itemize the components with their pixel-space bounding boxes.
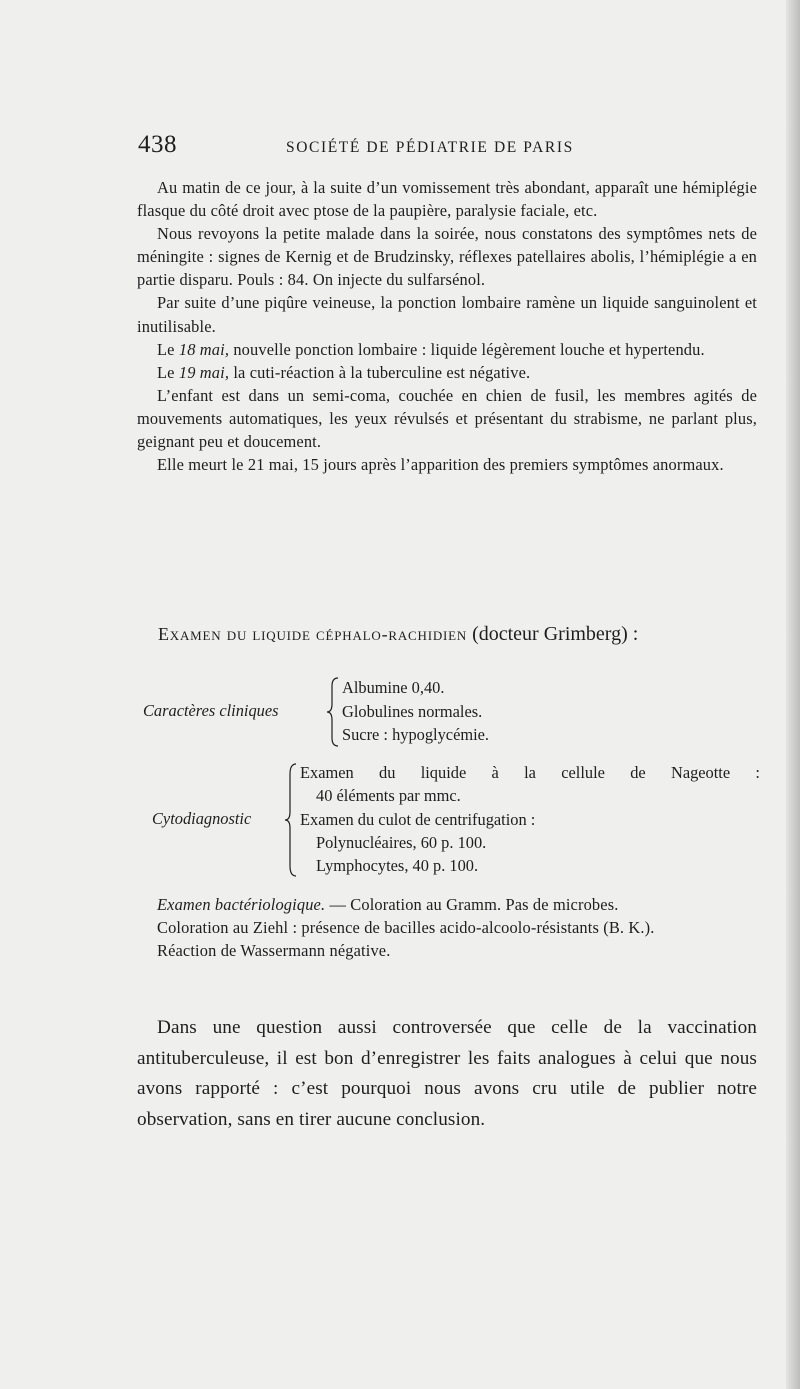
case-narrative [137,176,757,476]
cyto-elements: 40 éléments par mmc. [316,786,461,806]
exam-title-smallcaps: Examen du liquide céphalo-rachidien [158,624,468,644]
page-header [138,130,760,164]
page-edge-shadow [786,0,800,1389]
ziehl-paragraph: Coloration au Ziehl : présence de bacilles acido-alcoolo-résistants (B. K.). [157,918,655,938]
date-19-mai: 19 mai, [178,362,230,382]
paragraph-19-mai [137,361,757,384]
cyto-brace [284,762,298,880]
clinical-list [342,676,489,747]
p5-prefix: Le [157,362,179,382]
cyto-label: Cytodiagnostic [152,809,252,828]
running-head: SOCIÉTÉ DE PÉDIATRIE DE PARIS [286,139,574,156]
paragraph-lumbar-puncture: Par suite d’une piqûre veineuse, la ponction lombaire ramène un liquide sanguinolent et inutilisable. [137,293,757,336]
bacteriology-block [137,893,757,962]
clinical-item: Sucre : hypoglycémie. [342,725,490,744]
cyto-list [300,761,760,877]
cyto-centrifugation: Examen du culot de centrifugation : [300,809,536,829]
paragraph-semi-coma: L’enfant est dans un semi-coma, couchée en chien de fusil, les membres agités de mouvements automatiques, les yeux révulsés et présentant du strabisme, ne parlant plus, geignant peu et doucement. [137,385,757,452]
paragraph-meningitis: Nous revoyons la petite malade dans la soirée, nous constatons des symptômes nets de méningite : signes de Kernig et de Brudzinsky, réflexes patellaires abolis, l’hémiplégie a en partie disparu. Pouls : 84. On injecte du sulfarsénol. [137,224,757,290]
p4-prefix: Le [157,339,179,359]
clinical-item: Globulines normales. [342,701,483,721]
paragraph-18-mai [137,338,757,361]
wassermann-paragraph: Réaction de Wassermann négative. [157,941,391,961]
exam-title-doctor: (docteur Grimberg) : [467,623,639,645]
paragraph-death: Elle meurt le 21 mai, 15 jours après l’apparition des premiers symptômes anormaux. [157,455,724,475]
clinical-brace [326,676,340,748]
cyto-polynuclear: Polynucléaires, 60 p. 100. [316,832,487,852]
p4-text: nouvelle ponction lombaire : liquide légèrement louche et hypertendu. [229,339,705,359]
bacteriology-paragraph [137,893,757,916]
clinical-label: Caractères cliniques [143,701,279,720]
clinical-item: Albumine 0,40. [342,678,445,697]
cyto-lymphocytes: Lymphocytes, 40 p. 100. [316,856,479,876]
p5-text: la cuti-réaction à la tuberculine est négative. [229,362,531,382]
bacteriology-label: Examen bactériologique. [157,895,326,914]
conclusion-paragraph: Dans une question aussi controversée que celle de la vaccination antituberculeuse, il est bon d’enregistrer les faits analogues à celui que nous avons rapporté : c’est pourquoi nous avons cru utile de publier notre observation, sans en tirer aucune conclusion. [137,1017,757,1130]
conclusion-block [137,1013,757,1135]
page-number: 438 [138,131,177,158]
exam-section-title [158,621,768,647]
date-18-mai: 18 mai, [178,339,230,359]
bacteriology-gramm: — Coloration au Gramm. Pas de microbes. [325,895,619,914]
cyto-nageotte: Examen du liquide à la cellule de Nageotte : [300,763,760,782]
paragraph-hemiplegia: Au matin de ce jour, à la suite d’un vomissement très abondant, apparaît une hémiplégie flasque du côté droit avec ptose de la paupière, paralysie faciale, etc. [137,178,757,221]
